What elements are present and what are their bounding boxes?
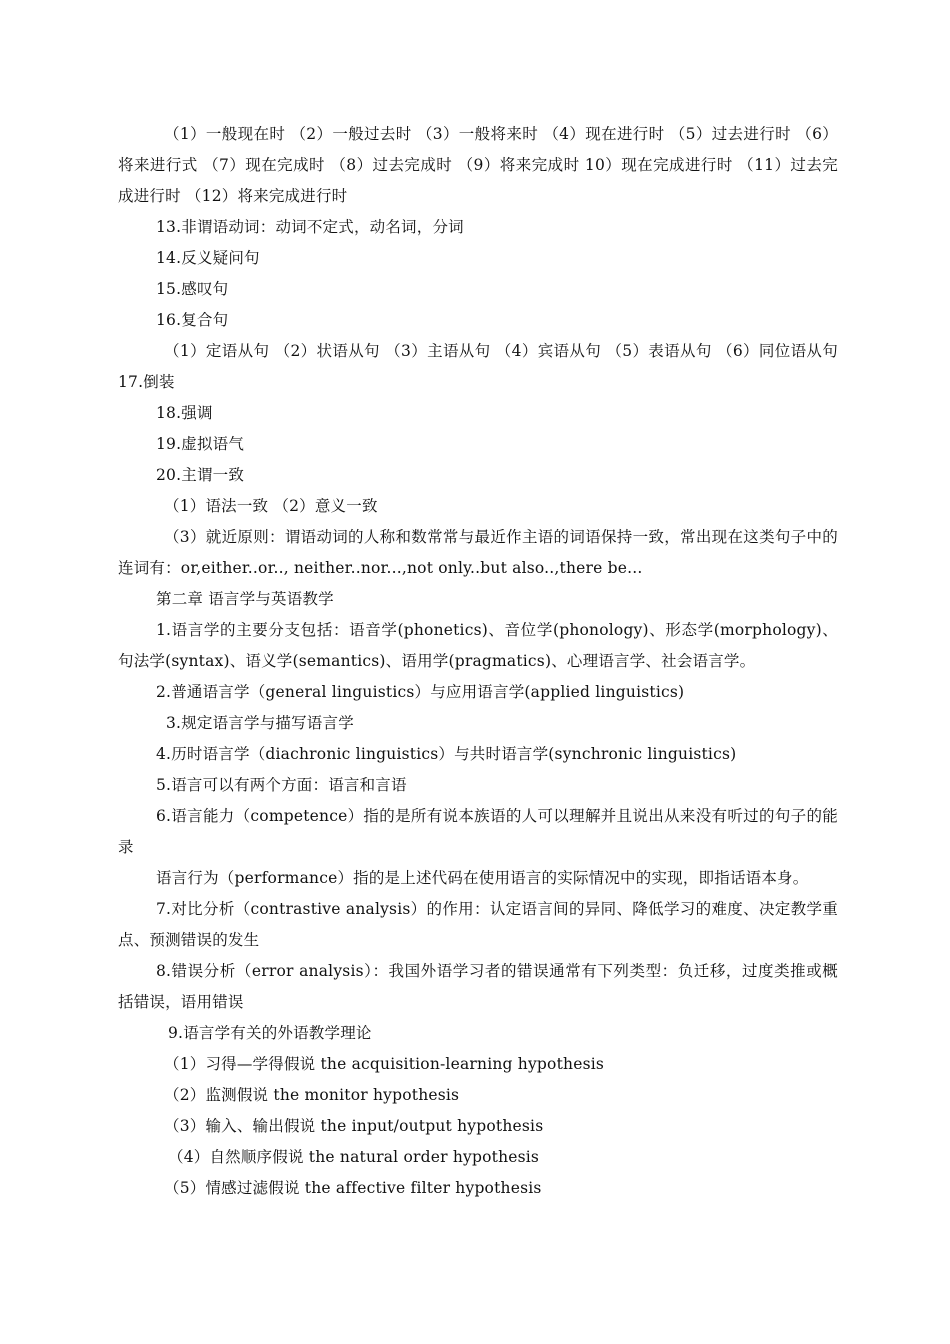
item-14-tag-question: 14.反义疑问句 xyxy=(156,249,260,267)
general-vs-applied: 2.普通语言学（general linguistics）与应用语言学(applied linguistics) xyxy=(156,683,685,701)
hypothesis-2: （2）监测假说 the monitor hypothesis xyxy=(164,1086,460,1104)
item-16-complex-sentence: 16.复合句 xyxy=(156,311,229,329)
contrastive-analysis: 7.对比分析（contrastive analysis）的作用：认定语言间的异同、降低学习的难度、决定教学重点、预测错误的发生 xyxy=(118,900,838,949)
document-body xyxy=(118,119,838,1204)
performance-definition: 语言行为（performance）指的是上述代码在使用语言的实际情况中的实现，即指话语本身。 xyxy=(156,869,809,887)
language-two-aspects: 5.语言可以有两个方面：语言和言语 xyxy=(156,776,407,794)
linguistics-branches: 1.语言学的主要分支包括：语音学(phonetics)、音位学(phonology)、形态学(morphology)、句法学(syntax)、语义学(semantics)、语用学(pragmatics)、心理语言学、社会语言学。 xyxy=(118,621,838,670)
prescriptive-vs-descriptive: 3.规定语言学与描写语言学 xyxy=(166,714,354,732)
tense-list: （1）一般现在时 （2）一般过去时 （3）一般将来时 （4）现在进行时 （5）过去进行时 （6）将来进行式 （7）现在完成时 （8）过去完成时 （9）将来完成时 10）现在完成进行时 （11）过去完成进行时 （12）将来完成进行时 xyxy=(118,125,838,205)
hypothesis-4: （4）自然顺序假说 the natural order hypothesis xyxy=(168,1148,540,1166)
error-analysis: 8.错误分析（error analysis）：我国外语学习者的错误通常有下列类型：负迁移，过度类推或概括错误，语用错误 xyxy=(118,962,838,1011)
clause-list: （1）定语从句 （2）状语从句 （3）主语从句 （4）宾语从句 （5）表语从句 （6）同位语从句 17.倒装 xyxy=(118,342,838,391)
chapter-2-heading: 第二章 语言学与英语教学 xyxy=(156,590,334,608)
agreement-types: （1）语法一致 （2）意义一致 xyxy=(164,497,378,515)
hypothesis-5: （5）情感过滤假说 the affective filter hypothesis xyxy=(164,1179,542,1197)
competence-definition: 6.语言能力（competence）指的是所有说本族语的人可以理解并且说出从来没有听过的句子的能录 xyxy=(118,807,838,856)
item-15-exclamatory: 15.感叹句 xyxy=(156,280,229,298)
item-20-agreement: 20.主谓一致 xyxy=(156,466,245,484)
hypothesis-1: （1）习得—学得假说 the acquisition-learning hypothesis xyxy=(164,1055,605,1073)
proximity-principle: （3）就近原则：谓语动词的人称和数常常与最近作主语的词语保持一致，常出现在这类句子中的连词有：or,either..or.., neither..nor...,not only..but also..,there be... xyxy=(118,528,838,577)
item-19-subjunctive: 19.虚拟语气 xyxy=(156,435,245,453)
diachronic-vs-synchronic: 4.历时语言学（diachronic linguistics）与共时语言学(synchronic linguistics) xyxy=(156,745,737,763)
item-18-emphasis: 18.强调 xyxy=(156,404,213,422)
teaching-theories-heading: 9.语言学有关的外语教学理论 xyxy=(168,1024,372,1042)
hypothesis-3: （3）输入、输出假说 the input/output hypothesis xyxy=(164,1117,544,1135)
item-13-nonfinite-verbs: 13.非谓语动词：动词不定式，动名词，分词 xyxy=(156,218,464,236)
